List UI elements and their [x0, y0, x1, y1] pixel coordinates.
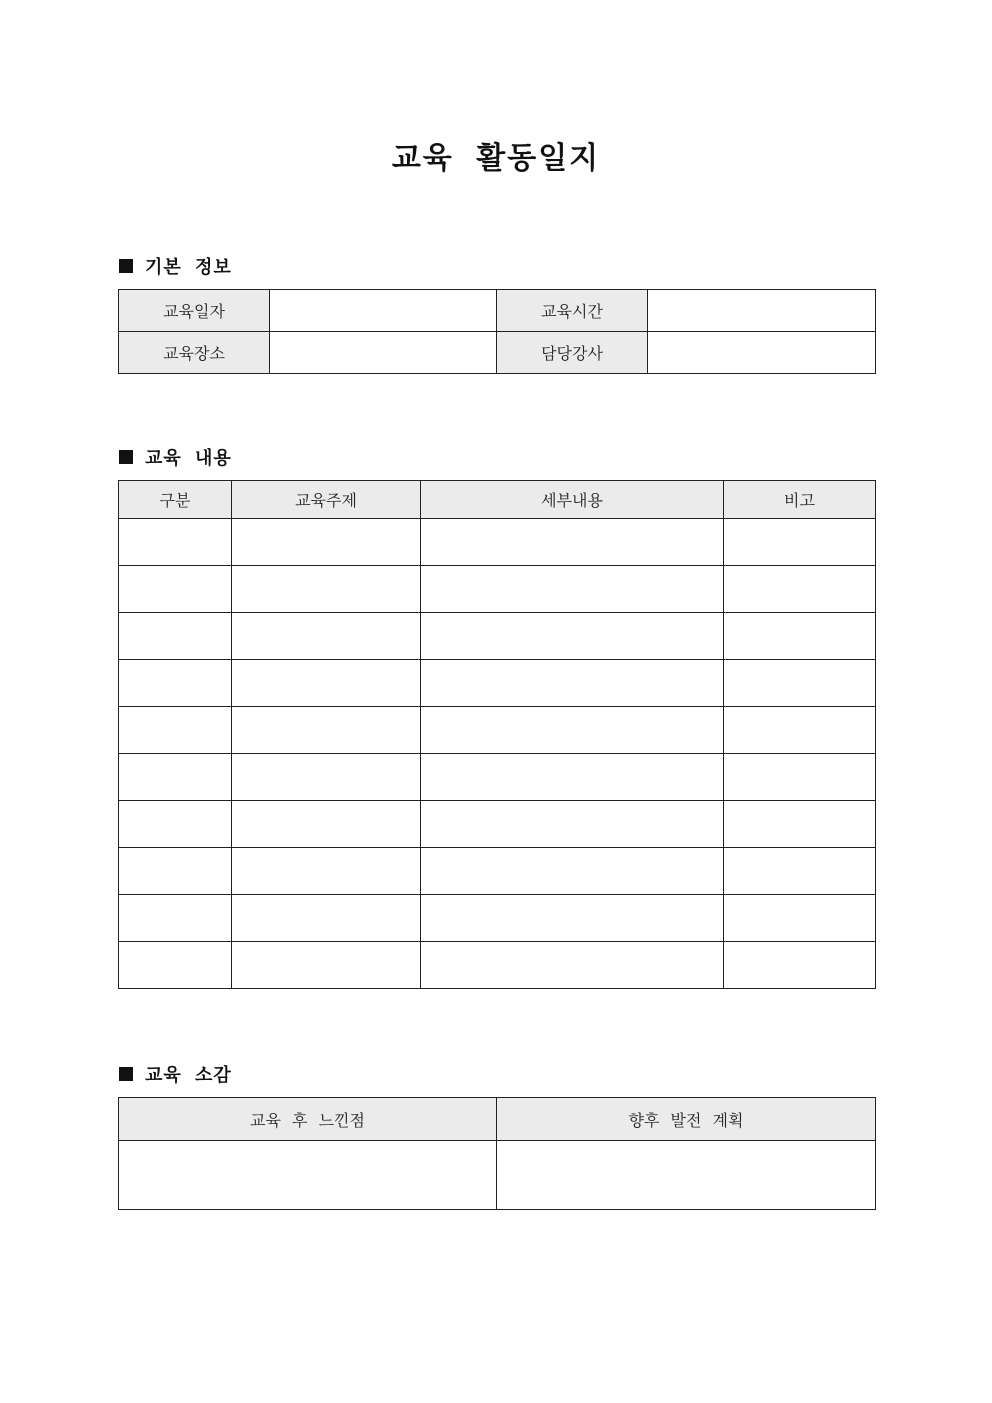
table-row [119, 519, 876, 566]
table-row [119, 332, 876, 374]
cell-reflection[interactable] [119, 1141, 497, 1210]
column-header-topic: 교육주제 [232, 481, 421, 519]
label-education-time: 교육시간 [497, 290, 648, 332]
cell-topic[interactable] [232, 754, 421, 801]
square-bullet-icon [119, 1067, 133, 1081]
table-header-row [119, 481, 876, 519]
table-row [119, 613, 876, 660]
label-education-place: 교육장소 [119, 332, 270, 374]
education-content-table [118, 480, 876, 989]
cell-topic[interactable] [232, 707, 421, 754]
cell-remarks[interactable] [724, 519, 876, 566]
cell-topic[interactable] [232, 895, 421, 942]
cell-topic[interactable] [232, 801, 421, 848]
cell-remarks[interactable] [724, 754, 876, 801]
table-header-row [119, 1098, 876, 1141]
section-heading-text: 기본 정보 [145, 257, 232, 278]
value-instructor[interactable] [648, 332, 876, 374]
cell-future-plan[interactable] [497, 1141, 876, 1210]
table-row [119, 754, 876, 801]
square-bullet-icon [119, 450, 133, 464]
cell-remarks[interactable] [724, 942, 876, 989]
table-row [119, 290, 876, 332]
value-education-time[interactable] [648, 290, 876, 332]
table-row [119, 942, 876, 989]
cell-details[interactable] [421, 566, 724, 613]
cell-remarks[interactable] [724, 660, 876, 707]
cell-topic[interactable] [232, 660, 421, 707]
table-row [119, 895, 876, 942]
cell-category[interactable] [119, 707, 232, 754]
label-education-date: 교육일자 [119, 290, 270, 332]
cell-category[interactable] [119, 613, 232, 660]
table-row [119, 660, 876, 707]
impression-table [118, 1097, 876, 1210]
cell-topic[interactable] [232, 566, 421, 613]
section-heading-content [119, 444, 232, 470]
section-heading-text: 교육 소감 [145, 1065, 232, 1086]
cell-remarks[interactable] [724, 801, 876, 848]
cell-category[interactable] [119, 566, 232, 613]
section-heading-text: 교육 내용 [145, 448, 232, 469]
cell-details[interactable] [421, 942, 724, 989]
cell-topic[interactable] [232, 942, 421, 989]
value-education-date[interactable] [270, 290, 497, 332]
square-bullet-icon [119, 259, 133, 273]
section-heading-basic-info [119, 253, 232, 279]
cell-details[interactable] [421, 613, 724, 660]
cell-category[interactable] [119, 895, 232, 942]
cell-category[interactable] [119, 848, 232, 895]
column-header-category: 구분 [119, 481, 232, 519]
cell-remarks[interactable] [724, 613, 876, 660]
column-header-remarks: 비고 [724, 481, 876, 519]
cell-topic[interactable] [232, 848, 421, 895]
table-row [119, 848, 876, 895]
cell-details[interactable] [421, 801, 724, 848]
cell-category[interactable] [119, 519, 232, 566]
cell-remarks[interactable] [724, 895, 876, 942]
cell-topic[interactable] [232, 519, 421, 566]
cell-details[interactable] [421, 660, 724, 707]
cell-category[interactable] [119, 660, 232, 707]
basic-info-table [118, 289, 876, 374]
table-row [119, 801, 876, 848]
column-header-reflection: 교육 후 느낀점 [119, 1098, 497, 1141]
cell-remarks[interactable] [724, 707, 876, 754]
cell-remarks[interactable] [724, 848, 876, 895]
label-instructor: 담당강사 [497, 332, 648, 374]
document-title: 교육 활동일지 [391, 141, 601, 176]
column-header-future-plan: 향후 발전 계획 [497, 1098, 876, 1141]
column-header-details: 세부내용 [421, 481, 724, 519]
section-heading-impression [119, 1061, 232, 1087]
cell-category[interactable] [119, 801, 232, 848]
cell-category[interactable] [119, 754, 232, 801]
cell-details[interactable] [421, 848, 724, 895]
cell-details[interactable] [421, 707, 724, 754]
cell-category[interactable] [119, 942, 232, 989]
cell-topic[interactable] [232, 613, 421, 660]
table-row [119, 1141, 876, 1210]
table-row [119, 566, 876, 613]
cell-details[interactable] [421, 895, 724, 942]
cell-details[interactable] [421, 519, 724, 566]
cell-remarks[interactable] [724, 566, 876, 613]
cell-details[interactable] [421, 754, 724, 801]
value-education-place[interactable] [270, 332, 497, 374]
table-row [119, 707, 876, 754]
